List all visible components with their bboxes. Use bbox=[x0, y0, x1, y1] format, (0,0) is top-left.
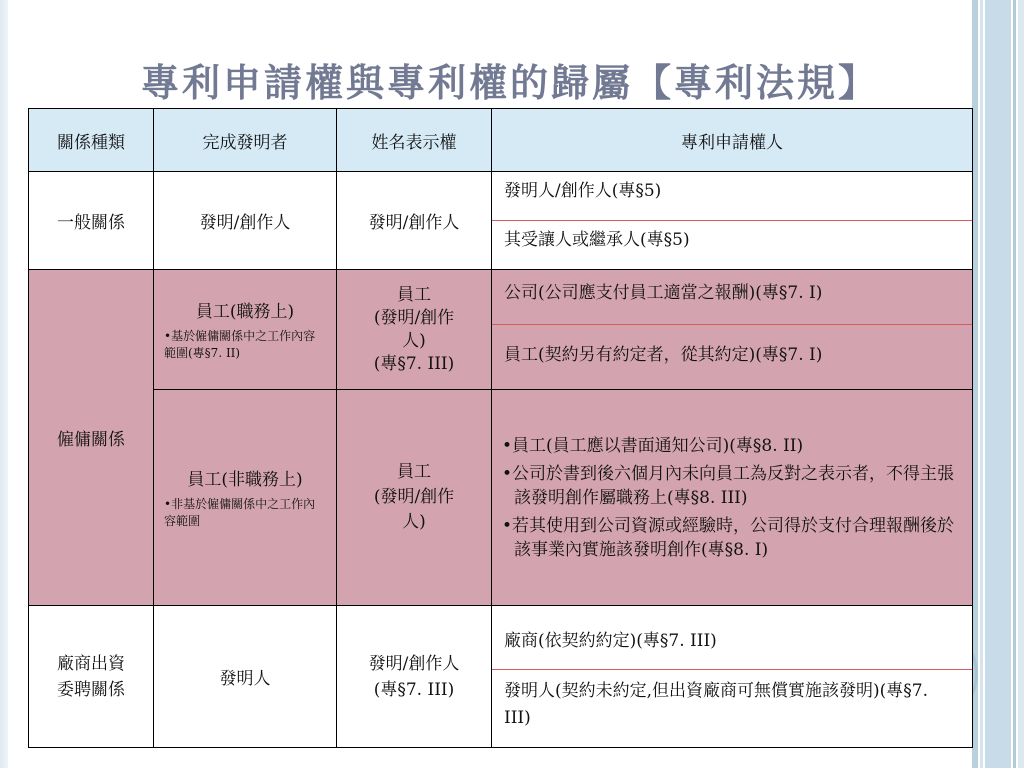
cell-applicant-on-duty bbox=[492, 270, 973, 390]
cell-name-right-general: 發明/創作人 bbox=[337, 172, 492, 270]
cell-type-commissioned bbox=[29, 606, 154, 748]
cell-applicant-commissioned bbox=[492, 606, 973, 748]
applicant-on-duty-2: 員工(契約另有約定者，從其約定)(專§7. I) bbox=[504, 345, 823, 365]
cell-inventor-general: 發明/創作人 bbox=[154, 172, 337, 270]
applicant-on-duty-1: 公司(公司應支付員工適當之報酬)(專§7. I) bbox=[492, 274, 972, 325]
cell-type-employment: 僱傭關係 bbox=[29, 270, 154, 606]
name-right-off-duty-line3: 人) bbox=[402, 512, 426, 532]
name-right-on-duty-line3: 人) bbox=[402, 330, 426, 351]
applicant-general-1: 發明人/創作人(專§5) bbox=[492, 172, 972, 221]
cell-type-general: 一般關係 bbox=[29, 172, 154, 270]
list-item: • 若其使用到公司資源或經驗時，公司得於支付合理報酬後於該事業內實施該發明創作(專§8. I) bbox=[502, 514, 962, 562]
list-item: • 公司於書到後六個月內未向員工為反對之表示者，不得主張該發明創作屬職務上(專§8. III) bbox=[502, 462, 962, 510]
left-edge-decoration bbox=[0, 0, 8, 768]
cell-name-right-commissioned bbox=[337, 606, 492, 748]
list-item: • 員工(員工應以書面通知公司)(專§8. II) bbox=[502, 434, 962, 458]
cell-name-right-on-duty bbox=[337, 270, 492, 390]
cell-applicant-off-duty bbox=[492, 390, 973, 606]
name-right-off-duty-line1: 員工 bbox=[397, 462, 431, 482]
header-applicant: 專利申請權人 bbox=[492, 109, 973, 172]
table-row-commissioned bbox=[29, 606, 973, 748]
table-row-employment-on-duty bbox=[29, 270, 973, 390]
inventor-on-duty-label: 員工(職務上) bbox=[195, 302, 295, 322]
applicant-commissioned-1: 廠商(依契約約定)(專§7. III) bbox=[492, 613, 972, 670]
applicant-off-duty-list bbox=[492, 424, 972, 572]
inventor-on-duty-note: •基於僱傭關係中之工作內容範圍(專§7. II) bbox=[164, 329, 316, 360]
table-row-employment-off-duty bbox=[29, 390, 973, 606]
table-header-row bbox=[29, 109, 973, 172]
applicant-general-2: 其受讓人或繼承人(專§5) bbox=[504, 230, 690, 250]
patent-ownership-table bbox=[28, 108, 973, 748]
name-right-on-duty-line1: 員工 bbox=[397, 284, 431, 305]
name-right-on-duty-line2: (發明/創作 bbox=[373, 307, 455, 328]
header-relation-type: 關係種類 bbox=[29, 109, 154, 172]
name-right-on-duty-line4: (專§7. III) bbox=[373, 353, 455, 374]
header-name-right: 姓名表示權 bbox=[337, 109, 492, 172]
name-right-commissioned-line1: 發明/創作人 bbox=[368, 653, 460, 674]
table-row-general bbox=[29, 172, 973, 270]
applicant-commissioned-2: 發明人(契約未約定,但出資廠商可無償實施該發明)(專§7. III) bbox=[504, 681, 929, 728]
cell-applicant-general bbox=[492, 172, 973, 270]
name-right-off-duty-line2: (發明/創作 bbox=[373, 487, 455, 507]
cell-name-right-off-duty bbox=[337, 390, 492, 606]
type-commissioned-line2: 委聘關係 bbox=[57, 679, 125, 700]
cell-inventor-on-duty bbox=[154, 270, 337, 390]
type-commissioned-line1: 廠商出資 bbox=[57, 653, 125, 674]
cell-inventor-off-duty bbox=[154, 390, 337, 606]
inventor-off-duty-note: •非基於僱傭關係中之工作內容範圍 bbox=[164, 497, 316, 528]
cell-inventor-commissioned: 發明人 bbox=[154, 606, 337, 748]
name-right-commissioned-line2: (專§7. III) bbox=[373, 679, 455, 700]
slide-title: 專利申請權與專利權的歸屬【專利法規】 bbox=[140, 60, 879, 105]
header-inventor: 完成發明者 bbox=[154, 109, 337, 172]
right-stripes-decoration bbox=[972, 0, 1024, 768]
inventor-off-duty-label: 員工(非職務上) bbox=[187, 470, 303, 490]
